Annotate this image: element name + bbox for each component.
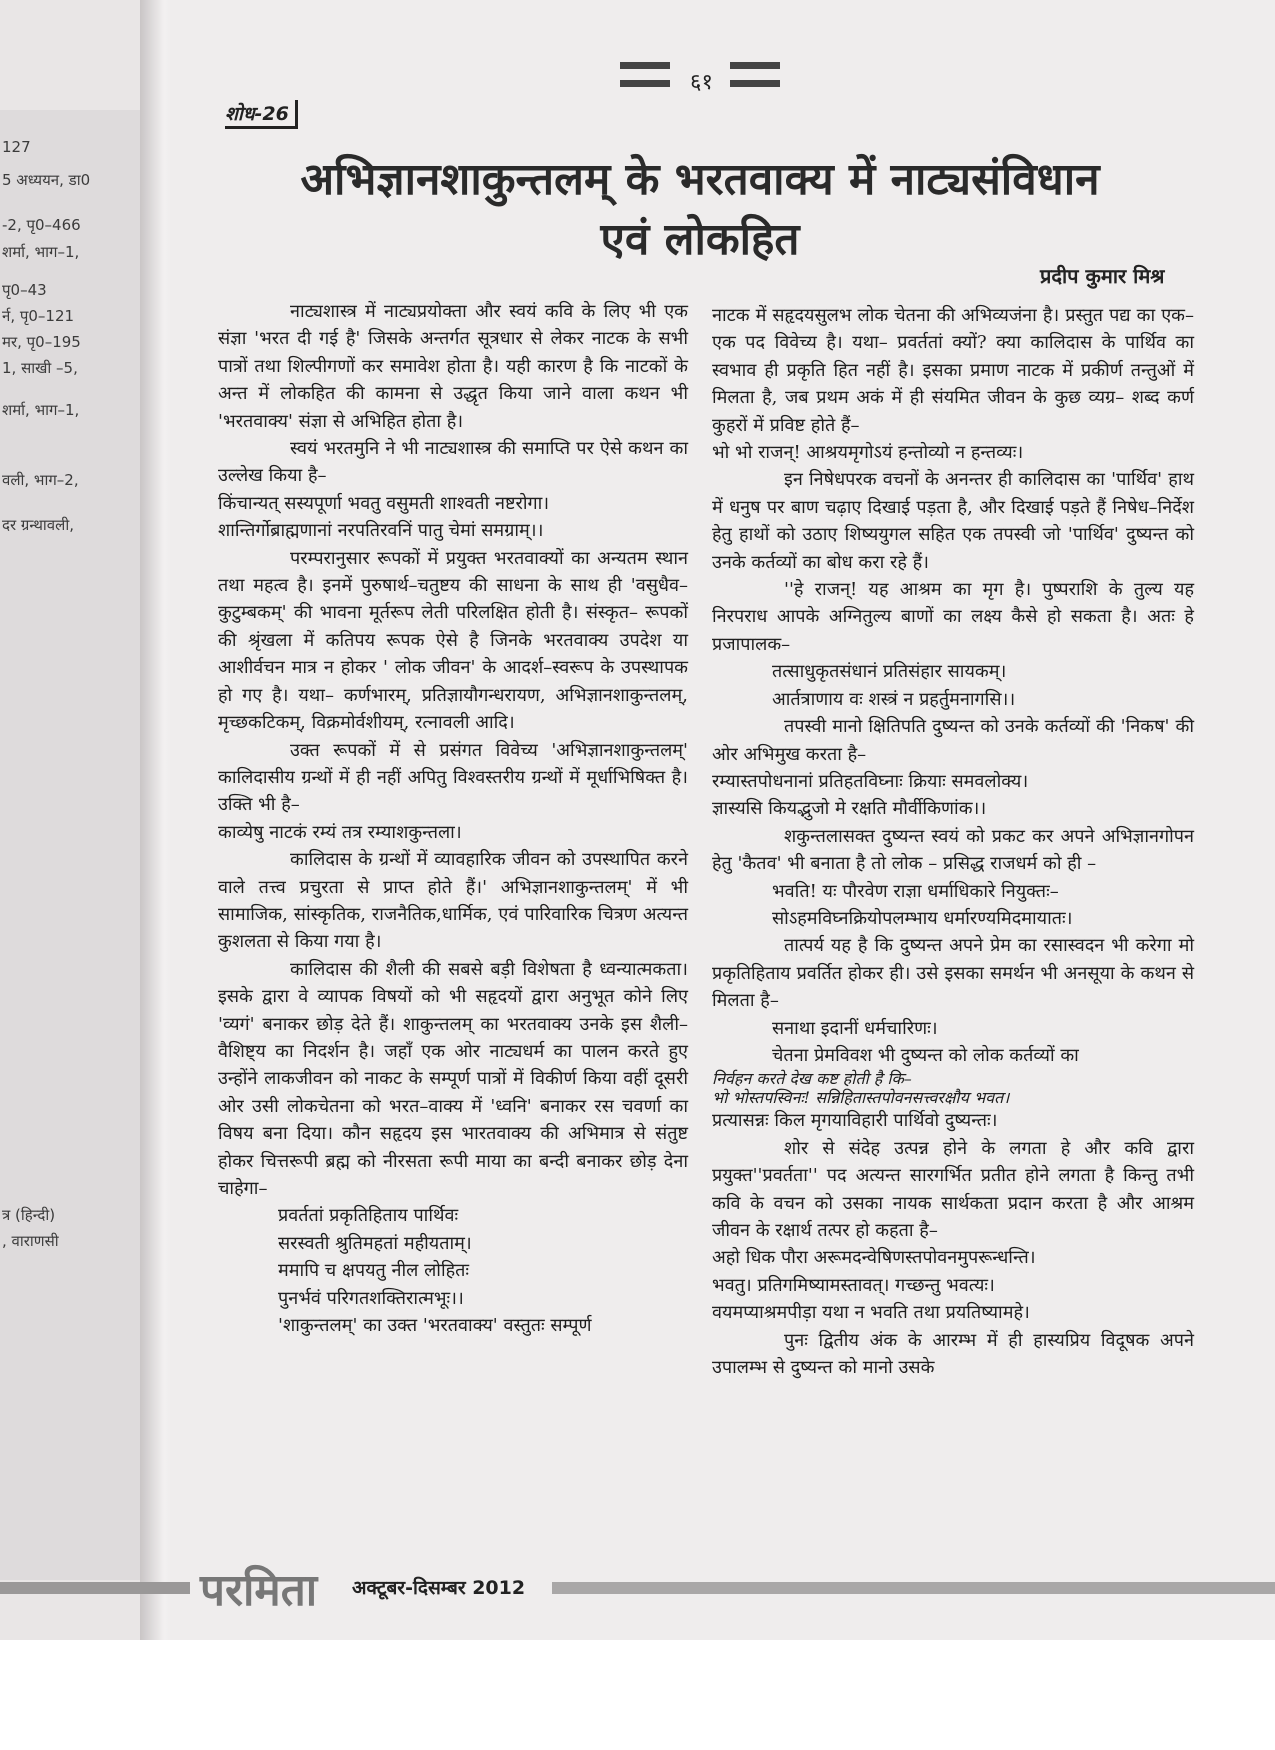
verse-line: सनाथा इदानीं धर्मचारिणः। xyxy=(772,1017,938,1039)
left-strip-fragment: मर, पृ0–195 xyxy=(2,333,81,351)
verse-line: सोऽहमविघ्नक्रियोपलम्भाय धर्मारण्यमिदमायातः। xyxy=(772,907,1073,929)
footer-rule-right xyxy=(552,1582,1275,1594)
verse-line: वयमप्याश्रमपीड़ा यथा न भवति तथा प्रयतिष्यामहे। xyxy=(712,1302,1030,1324)
verse-line: किंचान्यत् सस्यपूर्णा भवतु वसुमती शाश्वती नष्टरोगा। xyxy=(218,492,550,514)
magazine-name: परमिता xyxy=(200,1565,318,1616)
verse-line: 'शाकुन्तलम्' का उक्त 'भरतवाक्य' वस्तुतः सम्पूर्ण xyxy=(278,1315,592,1337)
title-line-2: एवं लोकहित xyxy=(600,214,800,265)
footer-rule-left xyxy=(0,1582,190,1594)
series-label: शोध-26 xyxy=(225,100,298,129)
verse-line: प्रत्यासन्नः किल मृगयाविहारी पार्थिवो दुष्यन्तः। xyxy=(712,1110,998,1132)
left-strip-fragment: शर्मा, भाग–1, xyxy=(2,243,80,261)
verse-line: तत्साधुकृतसंधानं प्रतिसंहार सायकम्। xyxy=(772,661,1007,683)
left-strip-fragment: पृ0–43 xyxy=(2,281,47,299)
paragraph: कालिदास की शैली की सबसे बड़ी विशेषता है ध्वन्यात्मकता। इसके द्वारा वे व्यापक विषयों को भी सहृदयों द्वारा अनुभूत कोने लिए 'व्यगं' बनाकर छोड़ देते हैं। शाकुन्तलम् का भरतवाक्य उनके इस शैली–वैशिष्ट्य का निदर्शन है। जहाँ एक ओर नाट्यधर्म का पालन करते हुए उन्होंने लाकजीवन को नाकट के सम्पूर्ण पात्रों में विकीर्ण किया वहीं दूसरी ओर उसी लोकचेतना को भरत–वाक्य में 'ध्वनि' बनाकर रस चवर्णा का विषय बना दिया। कौन सहृदय इस भारतवाक्य की अभिमात्र से संतुष्ट होकर चित्तरूपी ब्रह्म को नीरसता रूपी माया का बन्दी बनाकर छोड़ देना चाहेगा– xyxy=(218,958,688,1199)
left-strip-fragment: दर ग्रन्थावली, xyxy=(2,516,74,534)
paragraph: निर्वहन करते देख कष्ट होती है कि– xyxy=(712,1069,912,1089)
verse-line: भो भो राजन्! आश्रयमृगोऽयं हन्तोव्यो न हन्तव्यः। xyxy=(712,442,1024,464)
paragraph: तपस्वी मानो क्षितिपति दुष्यन्त को उनके कर्तव्यों की 'निकष' की ओर अभिमुख करता है– xyxy=(712,716,1194,765)
article-title xyxy=(200,150,1200,270)
left-strip-fragment: , वाराणसी xyxy=(2,1232,59,1250)
verse-line: सरस्वती श्रुतिमहतां महीयताम्। xyxy=(278,1232,472,1254)
verse-line: भवति! यः पौरवेण राज्ञा धर्माधिकारे नियुक्तः– xyxy=(772,880,1059,902)
title-line-1: अभिज्ञानशाकुन्तलम् के भरतवाक्य में नाट्यसंविधान xyxy=(300,154,1100,205)
verse-line: आर्तत्राणाय वः शस्त्रं न प्रहर्तुमनागसि।। xyxy=(772,688,1016,710)
verse-line: ज्ञास्यसि कियद्भुजो मे रक्षति मौर्वीकिणांक।। xyxy=(712,798,987,820)
paragraph: इन निषेधपरक वचनों के अनन्तर ही कालिदास का 'पार्थिव' हाथ में धनुष पर बाण चढ़ाए दिखाई पड़ता है, और दिखाई पड़ते हैं निषेध–निर्देश हेतु हाथों को उठाए शिष्ययुगल सहित एक तपस्वी जो 'पार्थिव' दुष्यन्त को उनके कर्तव्यों का बोध करा रहे हैं। xyxy=(712,469,1194,573)
author-name: प्रदीप कुमार मिश्र xyxy=(1040,264,1165,288)
left-strip-fragment: वली, भाग–2, xyxy=(2,471,79,489)
left-strip-fragment: 5 अध्ययन, डा0 xyxy=(2,171,91,189)
verse-line: चेतना प्रेमविवश भी दुष्यन्त को लोक कर्तव्यों का xyxy=(772,1044,1079,1066)
paragraph: शोर से संदेह उत्पन्न होने के लगता हे और कवि द्वारा प्रयुक्त''प्रवर्तता'' पद अत्यन्त सारगर्भित प्रतीत होने लगता है किन्तु तभी कवि के वचन को उसका नायक सार्थकता प्रदान करता है और आश्रम जीवन के रक्षार्थ तत्पर हो कहता है– xyxy=(712,1137,1194,1241)
paragraph: शकुन्तलासक्त दुष्यन्त स्वयं को प्रकट कर अपने अभिज्ञानगोपन हेतु 'कैतव' भी बनाता है तो लोक – प्रसिद्ध राजधर्म को ही – xyxy=(712,825,1194,875)
verse-line: प्रवर्ततां प्रकृतिहिताय पार्थिवः xyxy=(278,1205,459,1227)
verse-line: काव्येषु नाटकं रम्यं तत्र रम्याशकुन्तला। xyxy=(218,821,462,843)
paragraph: पुनः द्वितीय अंक के आरम्भ में ही हास्यप्रिय विदूषक अपने उपालम्भ से दुष्यन्त को मानो उसके xyxy=(712,1329,1194,1379)
page-number: ६१ xyxy=(690,70,713,95)
page-number-ornament xyxy=(620,48,780,108)
left-strip-fragment: 127 xyxy=(2,138,31,156)
left-strip-fragment: त्र (हिन्दी) xyxy=(2,1206,56,1224)
left-strip-fragment: -2, पृ0–466 xyxy=(2,216,81,234)
verse-line: ममापि च क्षपयतु नील लोहितः xyxy=(278,1260,470,1282)
verse-line: शान्तिर्गोब्राह्मणानां नरपतिरवनिं पातु चेमां समग्राम्।। xyxy=(218,520,544,542)
paragraph: परम्परानुसार रूपकों में प्रयुक्त भरतवाक्यों का अन्यतम स्थान तथा महत्व है। इनमें पुरुषार्थ–चतुष्टय की साधना के साथ ही 'वसुधैव–कुटुम्बकम्' की भावना मूर्तरूप लेती परिलक्षित होती है। संस्कृत– रूपकों की श्रृंखला में कतिपय रूपक ऐसे है जिनके भरतवाक्य उपदेश या आशीर्वचन मात्र न होकर ' लोक जीवन' के आदर्श–स्वरूप के उपस्थापक हो गए है। यथा– कर्णभारम्, प्रतिज्ञायौगन्धरायण, अभिज्ञानशाकुन्तलम्, मृच्छकटिकम्, विक्रमोर्वशीयम्, रत्नावली आदि। xyxy=(218,547,688,734)
column-right xyxy=(712,302,1194,1381)
paragraph: स्वयं भरतमुनि ने भी नाट्यशास्त्र की समाप्ति पर ऐसे कथन का उल्लेख किया है– xyxy=(218,438,688,487)
verse-line: भवतु। प्रतिगमिष्यामस्तावत्। गच्छन्तु भवत्यः। xyxy=(712,1274,995,1296)
paragraph: नाटक में सहृदयसुलभ लोक चेतना की अभिव्यजंना है। प्रस्तुत पद्य का एक– एक पद विवेच्य है। यथा– प्रवर्ततां क्यों? क्या कालिदास के पार्थिव का स्वभाव ही प्रकृति हित नहीं है। इसका प्रमाण नाटक में प्रकीर्ण तन्तुओं में मिलता है, जब प्रथम अकं में ही संयमित जीवन के कुछ व्यग्र– शब्द कर्ण कुहरों में प्रविष्ट होते हैं– xyxy=(712,305,1194,436)
paragraph: नाट्यशास्त्र में नाट्यप्रयोक्ता और स्वयं कवि के लिए भी एक संज्ञा 'भरत दी गई है' जिसके अन्तर्गत सूत्रधार से लेकर नाटक के सभी पात्रों तथा शिल्पीगणों कर समावेश होता है। यही कारण है कि नाटकों के अन्त में लोकहित की कामना से उद्धृत किया जाने वाला कथन भी 'भरतवाक्य' संज्ञा से अभिहित होता है। xyxy=(218,301,688,432)
left-strip-fragment: र्न, पृ0–121 xyxy=(2,307,75,325)
verse-line: रम्यास्तपोधनानां प्रतिहतविघ्नाः क्रियाः समवलोक्य। xyxy=(712,770,1029,792)
verse-line: पुनर्भवं परिगतशक्तिरात्मभूः।। xyxy=(278,1287,464,1309)
previous-page-strip xyxy=(0,110,150,1580)
left-strip-fragment: 1, साखी –5, xyxy=(2,359,78,377)
paragraph: उक्त रूपकों में से प्रसंगत विवेच्य 'अभिज्ञानशाकुन्तलम्' कालिदासीय ग्रन्थों में ही नहीं अपितु विश्वस्तरीय ग्रन्थों में मूर्धाभिषिक्त है। उक्ति भी है– xyxy=(218,739,688,816)
left-strip-fragment: शर्मा, भाग–1, xyxy=(2,401,80,419)
column-left xyxy=(218,298,688,1339)
paragraph: कालिदास के ग्रन्थों में व्यावहारिक जीवन को उपस्थापित करने वाले तत्त्व प्रचुरता से प्राप्त होते हैं।' अभिज्ञानशाकुन्तलम्' में भी सामाजिक, सांस्कृतिक, राजनैतिक,धार्मिक, एवं पारिवारिक चित्रण अत्यन्त कुशलता से किया गया है। xyxy=(218,849,688,953)
issue-date: अक्टूबर-दिसम्बर 2012 xyxy=(352,1577,526,1599)
paragraph: भो भोस्तपस्विनः! सन्निहितास्तपोवनसत्त्वरक्षौय भवत। xyxy=(712,1088,1010,1108)
page-footer xyxy=(0,1560,1275,1620)
paragraph: ''हे राजन्! यह आश्रम का मृग है। पुष्पराशि के तुल्य यह निरपराध आपके अग्नितुल्य बाणों का लक्ष्य कैसे हो सकता है। अतः हे प्रजापालक– xyxy=(712,579,1194,655)
paragraph: तात्पर्य यह है कि दुष्यन्त अपने प्रेम का रसास्वदन भी करेगा मो प्रकृतिहिताय प्रवर्तित होकर ही। उसे इसका समर्थन भी अनसूया के कथन से मिलता है– xyxy=(712,935,1194,1012)
verse-line: अहो धिक पौरा अरूमदन्वेषिणस्तपोवनमुपरून्धन्ति। xyxy=(712,1247,1036,1269)
